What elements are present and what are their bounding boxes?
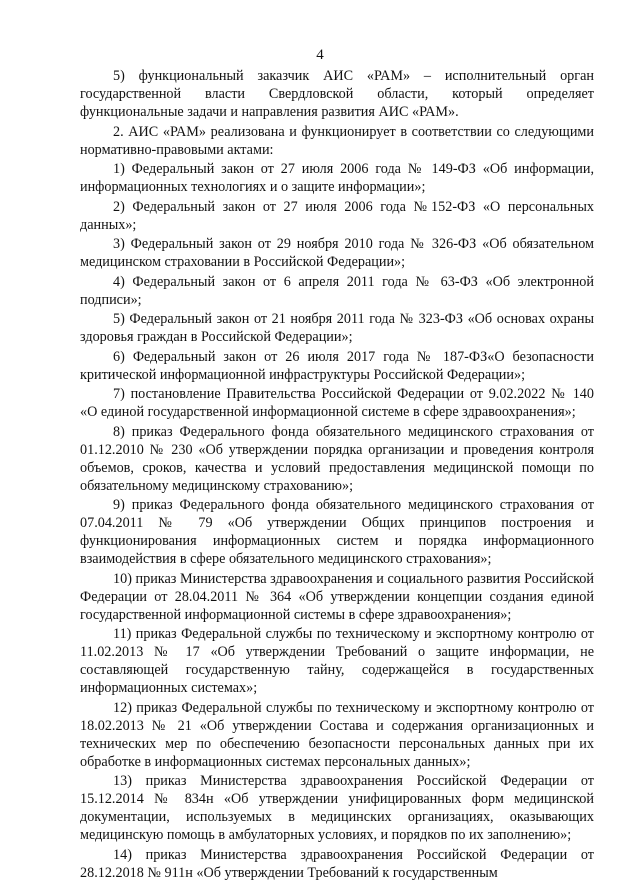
list-item-order-364: 10) приказ Министерства здравоохранения и социального развития Российской Федерации от 28.04.2011 № 364 «Об утверждении концепции создания единой государственной информационной системы в сфере здравоохранения»; <box>80 570 594 623</box>
list-item-order-911n: 14) приказ Министерства здравоохранения Российской Федерации от 28.12.2018 № 911н «Об утверждении Требований к государственным <box>80 846 594 881</box>
list-item-law-187-fz: 6) Федеральный закон от 26 июля 2017 года № 187-ФЗ«О безопасности критической информационной инфраструктуры Российской Федерации»; <box>80 348 594 383</box>
paragraph-functional-customer: 5) функциональный заказчик АИС «РАМ» – исполнительный орган государственной власти Свердловской области, который определяет функциональные задачи и направления развития АИС «РАМ». <box>80 68 594 120</box>
list-item-order-17: 11) приказ Федеральной службы по техническому и экспортному контролю от 11.02.2013 № 17 «Об утверждении Требований о защите информации, не составляющей государственную тайну, содержащейся в государственных информационных системах»; <box>80 626 594 696</box>
document-body <box>80 67 594 883</box>
list-item-law-63-fz: 4) Федеральный закон от 6 апреля 2011 года № 63-ФЗ «Об электронной подписи»; <box>80 273 594 308</box>
list-item-order-21: 12) приказ Федеральной службы по техническому и экспортному контролю от 18.02.2013 № 21 «Об утверждении Состава и содержания организационных и технических мер по обеспечению безопасности персональных данных при их обработке в информационных системах персональных данных»; <box>80 699 594 770</box>
list-item-order-834n: 13) приказ Министерства здравоохранения Российской Федерации от 15.12.2014 № 834н «Об утверждении унифицированных форм медицинской документации, используемых в медицинских организациях, оказывающих медицинскую помощь в амбулаторных условиях, и порядков по их заполнению»; <box>80 773 594 843</box>
list-item-law-326-fz: 3) Федеральный закон от 29 ноября 2010 года № 326-ФЗ «Об обязательном медицинском страховании в Российской Федерации»; <box>80 236 594 270</box>
page-number: 4 <box>316 47 324 63</box>
list-item-law-149-fz: 1) Федеральный закон от 27 июля 2006 года № 149-ФЗ «Об информации, информационных технологиях и о защите информации»; <box>80 161 594 195</box>
list-item-resolution-140: 7) постановление Правительства Российской Федерации от 9.02.2022 № 140 «О единой государственной информационной системе в сфере здравоохранения»; <box>80 386 594 420</box>
list-item-order-230: 8) приказ Федерального фонда обязательного медицинского страхования от 01.12.2010 № 230 «Об утверждении порядка организации и проведения контроля объемов, сроков, качества и условий предоставления медицинской помощи по обязательному медицинскому страхованию»; <box>80 423 594 494</box>
list-item-law-152-fz: 2) Федеральный закон от 27 июля 2006 года №152-ФЗ «О персональных данных»; <box>80 198 594 233</box>
list-item-law-323-fz: 5) Федеральный закон от 21 ноября 2011 года № 323-ФЗ «Об основах охраны здоровья граждан в Российской Федерации»; <box>80 311 594 345</box>
list-item-order-79: 9) приказ Федерального фонда обязательного медицинского страхования от 07.04.2011 № 79 «Об утверждении Общих принципов построения и функционирования информационных систем и порядка информационного взаимодействия в сфере обязательного медицинского страхования»; <box>80 497 594 567</box>
paragraph-legal-basis-intro: 2. АИС «РАМ» реализована и функционирует в соответствии со следующими нормативно-правовыми актами: <box>80 123 594 158</box>
